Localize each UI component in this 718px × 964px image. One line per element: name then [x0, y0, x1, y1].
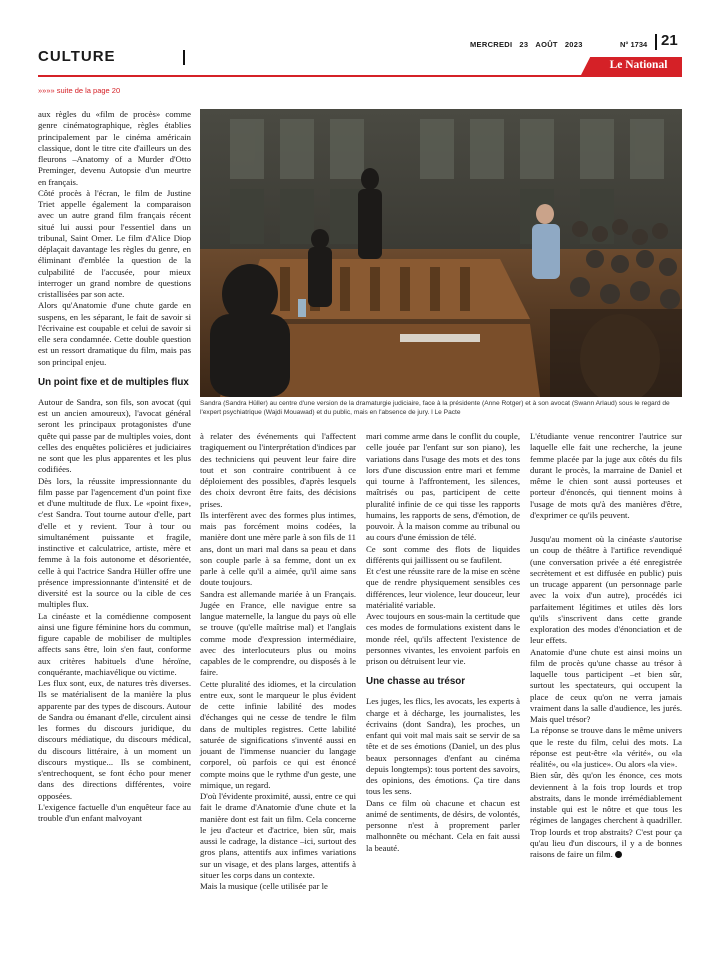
subheading: Un point fixe et de multiples flux	[38, 376, 189, 388]
paragraph: Côté procès à l'écran, le film de Justine Triet appelle également la comparaison avec un autre grand film français récent situé lui aussi pour l'essentiel dans un tribunal, Saint Omer. Le film d'Alice Diop déplaçait davantage les règles du genre, en éliminant d'emblée la question de la culpabilité de l'accusée, pour mieux interroger un grand nombre de questions cristallisées par son acte.	[38, 187, 191, 299]
subheading: Une chasse au trésor	[366, 676, 466, 688]
paragraph: à relater des événements qui l'affectent tragiquement ou l'interprétation d'indices par des techniciens qui peuvent leur faire dire tout et son contraire contribuent à ce déploiement des possibles, d'après lesquels des choix devront être faits, des décisions prises.	[200, 431, 356, 509]
paragraph: Cette pluralité des idiomes, et la circulation entre eux, sont le marqueur le plus évident de cette infinie labilité des modes d'échanges qui ne cesse de tendre le film dans de multiples registres. Cette labilité saturée de significations s'inventé aussi en jouant de l'immense nuancier du langage corporel, où parfois ce qui est énoncé compte moins que le rythme d'un geste, une mimique, un regard.	[200, 678, 356, 790]
paragraph: La cinéaste et la comédienne composent ainsi une figure féminine hors du commun, figure capable de mobiliser de multiples affects sans être, loin s'en faut, conforme aux critères habituels d'une héroïne, conquérante, machiavélique ou victime.	[38, 610, 191, 677]
paragraph: Anatomie d'une chute est ainsi moins un film de procès qu'une chasse au trésor à laquelle tous participent –et bien sûr, surtout les spectateurs, qui occupent la place de ceux qu'on ne verra jamais vraiment dans la salle d'audience, les jurés. Mais quel trésor?	[530, 646, 682, 724]
paragraph: Mais la musique (celle utilisée par le	[200, 881, 328, 891]
paragraph: Les flux sont, eux, de natures très diverses. Ils se matérialisent de la manière la plus apparente par des types de discours. Autour de Sandra ou émanant d'elle, circulent ainsi les formes du discours juridique, du discours médiatique, du discours médical, du discours littéraire, à un moment un discours mystique... Ils se combinent, s'entrechoquent, se font écho pour mener dans des directions différentes, voire opposées.	[38, 678, 191, 801]
date-number: 23	[519, 40, 529, 49]
paragraph-text: Bien sûr, dès qu'on les énonce, ces mots deviennent à la fois trop lourds et trop abstraits, dans le monde irrémédiablement instable qui est le nôtre et que tous les régimes de langages cherchent à quadriller. Trop lourds et trop abstraits? C'est pour ça qu'au lieu d'un discours, il y a de bonnes raisons de faire un film.	[530, 770, 682, 859]
page-number: 21	[661, 32, 678, 49]
date-day: MERCREDI	[470, 40, 513, 49]
paragraph: L'étudiante venue rencontrer l'autrice sur laquelle elle fait une recherche, la jeune femme placée par la juge aux côtés du fils durant le procès, la marraine de Daniel et même le chien sont aussi porteuses et porteur d'énoncés, qui tiennent moins à l'usage de mots qu'à des manières d'être, d'exprimer ce qu'ils peuvent.	[530, 431, 682, 520]
paragraph: D'où l'évidente proximité, aussi, entre ce qui fait le drame d'Anatomie d'une chute et la manière dont est fait un film. Cela concerne le jeu d'acteur et d'actrice, bien sûr, mais aussi le cadrage, la distance –ici, surtout des gros plans, attentifs aux infimes variations sur un visage, et des plans larges, attentifs à situer les corps dans un contexte.	[200, 791, 356, 880]
photo-caption: Sandra (Sandra Hüller) au centre d'une version de la dramaturgie judiciaire, face à la présidente (Anne Rotger) et à son avocat (Swann Arlaud) sous le regard de l'expert psychiatrique (Wajdi Mouawad) et du public, mais en l'absence de jury. l Le Pacte	[200, 400, 670, 416]
paragraph: Jusqu'au moment où la cinéaste s'autorise un coup de théâtre à l'artifice revendiqué (une conversation privée a été enregistrée secrètement et est diffusée en public) puis un trucage apparent (un personnage parle avec la voix d'un autre), procédés ici parfaitement légitimes et utiles dès lors qu'ils s'inscrivent dans cette grande exploration des modes d'énonciation et de leur effets.	[530, 534, 682, 646]
end-of-article-bullet-icon	[615, 851, 622, 858]
paragraph: Avec toujours en sous-main la certitude que ces modes de formulations existent dans le monde réel, qu'ils affectent l'existence de personnes vivantes, les envoient parfois en prison ou détruisent leur vie.	[366, 611, 520, 666]
paragraph-last	[530, 770, 682, 860]
courtroom-photo	[200, 109, 682, 397]
article-column-2	[200, 431, 356, 892]
paragraph: Ils interfèrent avec des formes plus intimes, mais pas forcément moins codées, la manière dont une mère parle à son fils de 11 ans, dont un mari mal dans sa peau et dans son couple parle à sa femme, dont un ex parle à celle qu'il a aimée, qu'il aime sans doute toujours.	[200, 509, 356, 588]
paragraph: Autour de Sandra, son fils, son avocat (qui est un ancien amoureux), l'avocat général seront les principaux protagonistes d'une quête qui passe par de multiples voies, dont celles des enquêtes policières et judiciaires ne sont que les plus apparentes et les plus codifiées.	[38, 396, 191, 475]
issue-number: N° 1734	[620, 40, 648, 49]
paragraph: Ce sont comme des flots de liquides différents qui jaillissent ou se faufilent.	[366, 543, 520, 565]
section-title: CULTURE	[38, 48, 116, 65]
paragraph-gap	[530, 521, 682, 534]
brand-name: Le National	[609, 59, 668, 71]
paragraph: Les juges, les flics, les avocats, les experts à charge et à décharge, les journalistes, les écrivains (dont Sandra), les proches, un enfant qui voit mal mais sait se servir de sa tête et de ses émotions (Daniel, un des plus beaux personnages d'enfant au cinéma depuis longtemps): tous portent des savoirs, des opinions, des émotions. Ça tire dans tous les sens.	[366, 696, 520, 797]
page-divider	[655, 34, 657, 50]
courtroom-photo-illustration	[200, 109, 682, 397]
paragraph: aux règles du «film de procès» comme genre cinématographique, règles établies principalement par le cinéma américain classique, dont le titre cite d'ailleurs un des fleurons –Anatomy of a Murder d'Otto Preminger, devenu Autopsie d'un meurtre en français.	[38, 109, 191, 187]
paragraph: L'exigence factuelle d'un enquêteur face au trouble d'un enfant malvoyant	[38, 801, 191, 823]
paragraph: Sandra est allemande mariée à un Français. Jugée en France, elle navigue entre sa langue maternelle, la langue du pays où elle se trouve (qu'elle maîtrise mal) et l'anglais comme mode d'expression intermédiaire, avec des interlocuteurs plus ou moins capables de le comprendre, ou disposés à le faire.	[200, 588, 356, 678]
date-month: AOÛT	[535, 40, 558, 49]
paragraph: Et c'est une réussite rare de la mise en scène que de rendre physiquement sensibles ces différences, leur violence, leur douceur, leur matérialité variable.	[366, 566, 520, 610]
paragraph: Dans ce film où chacune et chacun est animé de sentiments, de désirs, de volontés, personne n'est à proprement parler malhonnête ou méchant. Cela en fait aussi la beauté.	[366, 797, 520, 853]
paragraph: Dès lors, la réussite impressionnante du film passe par l'agencement d'un point fixe et d'une multitude de flux. Le «point fixe», c'est Sandra. Tout tourne autour d'elle, part d'elle et y revient. Tour à tour ou simultanément puissante et fragile, instinctive et calculatrice, artiste, mère et femme à la fois autonome et désorientée, celle à qui l'actrice Sandra Hüller offre une présence impressionnante d'intensité et de diversité est la source ou la cible de ces multiples flux.	[38, 475, 191, 610]
date-year: 2023	[564, 40, 583, 49]
article-column-4	[530, 431, 682, 860]
article-column-3	[366, 431, 520, 854]
paragraph: mari comme arme dans le conflit du couple, celle jouée par l'enfant sur son piano), les variations dans l'usage des mots et des tons lors d'une discussion entre mari et femme qui tourne à l'affrontement, les silences, maîtrisés ou pas, participent de cette pluralité infinie de ce qui tisse les rapports humains, les rapports de sens, d'émotion, de pouvoir. À la maison comme au tribunal ou au cours d'une émission de télé.	[366, 431, 520, 543]
section-divider	[183, 50, 185, 65]
continuation-note: »»»» suite de la page 20	[38, 86, 121, 95]
paragraph: Alors qu'Anatomie d'une chute garde en suspens, en les séparant, le fait de savoir si l'écrivaine est coupable et celui de savoir si elle sera condamnée. Cette double question est un ressort dramatique du film, mais pas son principal enjeu.	[38, 300, 191, 367]
article-column-1	[38, 109, 191, 824]
paragraph: La réponse se trouve dans le même univers que le reste du film, celui des mots. La réponse est peut-être «la vérité», ou «la réalité», ou «la justice». Ou alors «la vie».	[530, 725, 682, 769]
issue-date	[470, 40, 590, 49]
